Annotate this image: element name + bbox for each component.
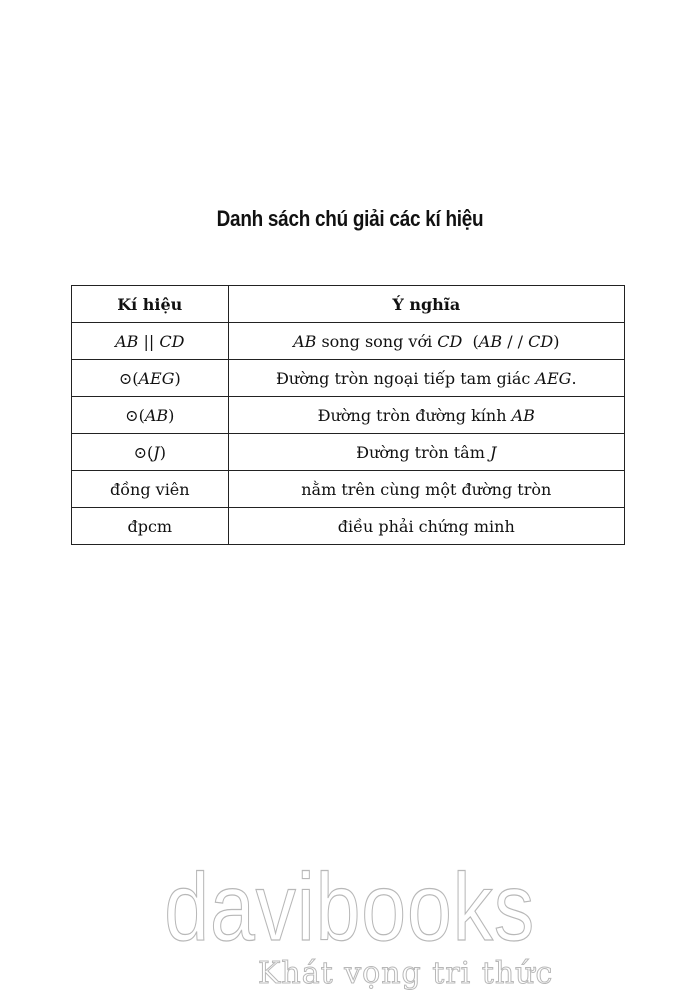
table-row <box>72 397 625 434</box>
watermark-tagline: Khát vọng tri thức <box>258 956 554 991</box>
math-text: AEG <box>138 368 175 388</box>
page-title: Danh sách chú giải các kí hiệu <box>216 206 484 231</box>
cell-text: ) <box>168 405 175 425</box>
cell-text: đpcm <box>127 516 173 536</box>
symbol-cell <box>72 471 229 508</box>
math-text: J <box>153 442 160 462</box>
cell-text: Đường tròn ngoại tiếp tam giác <box>276 368 536 388</box>
math-text: AB <box>478 331 503 351</box>
table-row <box>72 360 625 397</box>
meaning-cell <box>228 360 624 397</box>
math-text: J <box>489 442 497 462</box>
cell-text: Đường tròn tâm <box>356 442 490 462</box>
cell-text: song song với <box>316 331 438 351</box>
table-row <box>72 323 625 360</box>
symbol-cell <box>72 508 229 545</box>
cell-text: ⊙( <box>118 368 139 388</box>
math-text: AB <box>144 405 169 425</box>
math-text: AB <box>115 331 139 351</box>
symbol-cell <box>72 360 229 397</box>
watermark <box>0 854 700 991</box>
cell-text: đồng viên <box>109 479 190 499</box>
cell-text: ( <box>462 331 479 351</box>
table-body <box>72 323 625 545</box>
cell-text: ⊙( <box>133 442 154 462</box>
cell-text: ⊙( <box>125 405 145 425</box>
cell-text: . <box>571 368 577 388</box>
cell-text: || <box>138 331 160 351</box>
symbol-cell <box>72 397 229 434</box>
meaning-cell <box>228 434 624 471</box>
cell-text: nằm trên cùng một đường tròn <box>301 479 552 499</box>
math-text: AB <box>511 405 535 425</box>
math-text: AB <box>293 331 317 351</box>
math-text: CD <box>528 331 554 351</box>
table-header-row <box>72 286 625 323</box>
math-text: CD <box>437 331 463 351</box>
cell-text: ) <box>174 368 181 388</box>
cell-text: Đường tròn đường kính <box>317 405 512 425</box>
symbol-legend-table <box>71 285 625 545</box>
cell-text: ) <box>159 442 166 462</box>
cell-text: / / <box>502 331 529 351</box>
table-row <box>72 434 625 471</box>
table-row <box>72 508 625 545</box>
cell-text: ) <box>553 331 560 351</box>
cell-text: điều phải chứng minh <box>337 516 515 536</box>
header-meaning: Ý nghĩa <box>228 286 624 323</box>
math-text: CD <box>159 331 185 351</box>
meaning-cell <box>228 397 624 434</box>
math-text: AEG <box>535 368 572 388</box>
symbol-cell <box>72 323 229 360</box>
watermark-brand: davibooks <box>164 854 536 961</box>
meaning-cell <box>228 323 624 360</box>
table-row <box>72 471 625 508</box>
meaning-cell <box>228 508 624 545</box>
meaning-cell <box>228 471 624 508</box>
symbol-cell <box>72 434 229 471</box>
header-symbol: Kí hiệu <box>72 286 229 323</box>
